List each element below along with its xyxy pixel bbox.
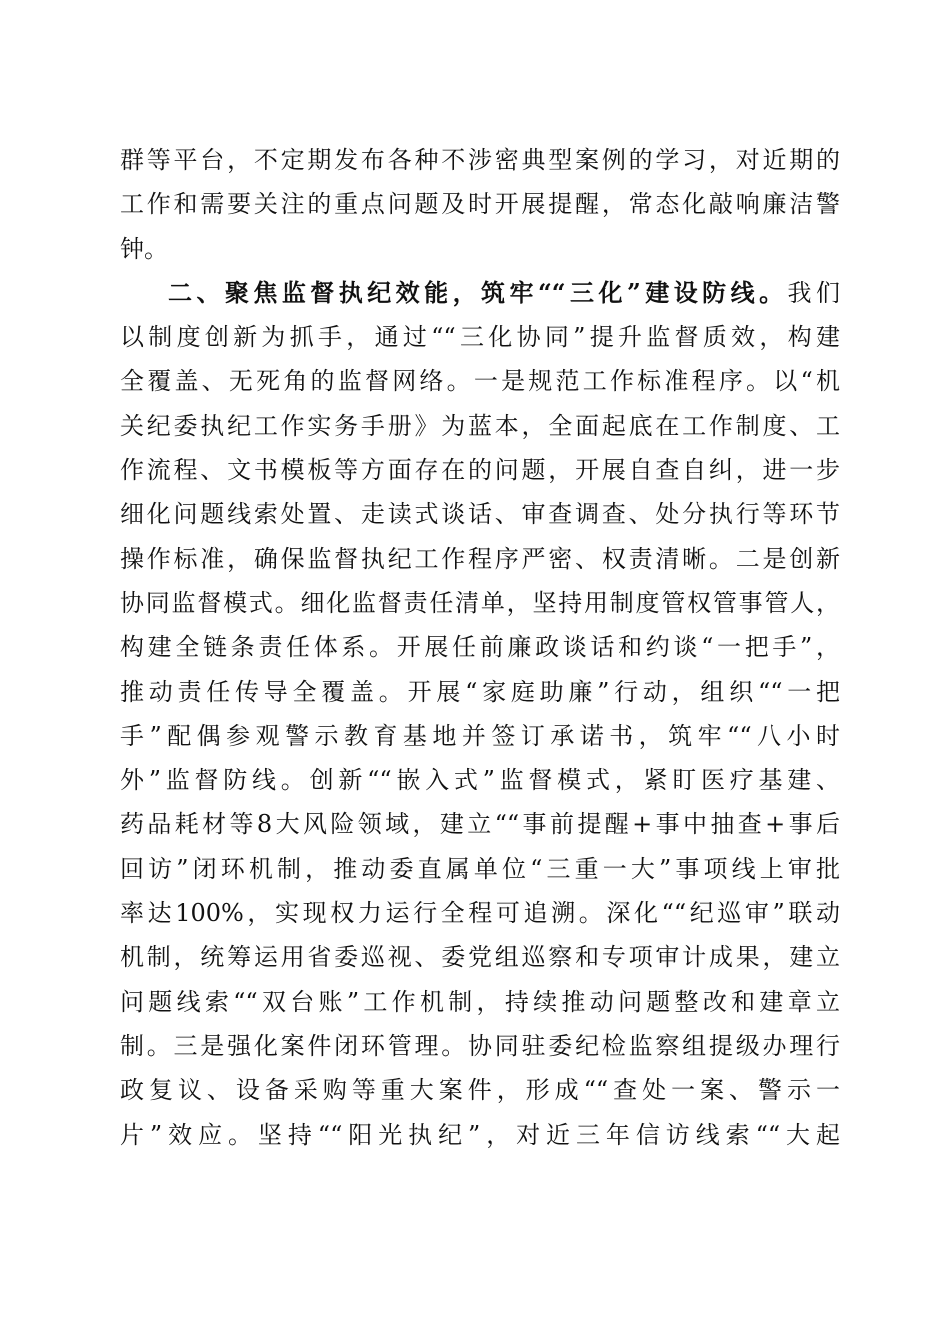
text-line: 率达100%，实现权力运行全程可追溯。深化““纪巡审”联动: [120, 899, 840, 928]
section-heading-line: [120, 271, 840, 315]
text-line: 关纪委执纪工作实务手册》为蓝本，全面起底在工作制度、工: [120, 411, 840, 440]
text-line: 钟。: [120, 234, 168, 263]
text-line: 群等平台，不定期发布各种不涉密典型案例的学习，对近期的: [120, 146, 840, 174]
text-line: 构建全链条责任体系。开展任前廉政谈话和约谈“一把手”，: [120, 633, 840, 662]
text-line: 制。三是强化案件闭环管理。协同驻委纪检监察组提级办理行: [120, 1031, 840, 1060]
text-line: 问题线索““双台账”工作机制，持续推动问题整改和建章立: [120, 987, 840, 1016]
text-line: 片”效应。坚持““阳光执纪”，对近三年信访线索““大起: [120, 1120, 840, 1149]
text-line: 协同监督模式。细化监督责任清单，坚持用制度管权管事管人，: [120, 588, 840, 617]
text-line: 以制度创新为抓手，通过““三化协同”提升监督质效，构建: [120, 323, 840, 352]
text-line: 回访”闭环机制，推动委直属单位“三重一大”事项线上审批: [120, 854, 840, 883]
document-body: [120, 138, 840, 1157]
text-line: 操作标准，确保监督执纪工作程序严密、权责清晰。二是创新: [120, 544, 840, 573]
text-line: 外”监督防线。创新““嵌入式”监督模式，紧盯医疗基建、: [120, 766, 840, 795]
text-line: 全覆盖、无死角的监督网络。一是规范工作标准程序。以“机: [120, 367, 840, 396]
section-heading-tail: 我们: [787, 278, 840, 307]
text-line: 政复议、设备采购等重大案件，形成““查处一案、警示一: [120, 1076, 840, 1105]
text-line: 推动责任传导全覆盖。开展“家庭助廉”行动，组织““一把: [120, 677, 840, 706]
text-line: 细化问题线索处置、走读式谈话、审查调查、处分执行等环节: [120, 500, 840, 529]
text-line: 作流程、文书模板等方面存在的问题，开展自查自纠，进一步: [120, 456, 840, 485]
text-line: 工作和需要关注的重点问题及时开展提醒，常态化敲响廉洁警: [120, 190, 840, 219]
text-line: 机制，统筹运用省委巡视、委党组巡察和专项审计成果，建立: [120, 943, 840, 972]
text-line: 手”配偶参观警示教育基地并签订承诺书，筑牢““八小时: [120, 721, 840, 750]
section-heading: 二、聚焦监督执纪效能，筑牢““三化”建设防线。: [168, 277, 788, 307]
text-line: 药品耗材等8大风险领域，建立““事前提醒+事中抽查+事后: [120, 810, 840, 839]
